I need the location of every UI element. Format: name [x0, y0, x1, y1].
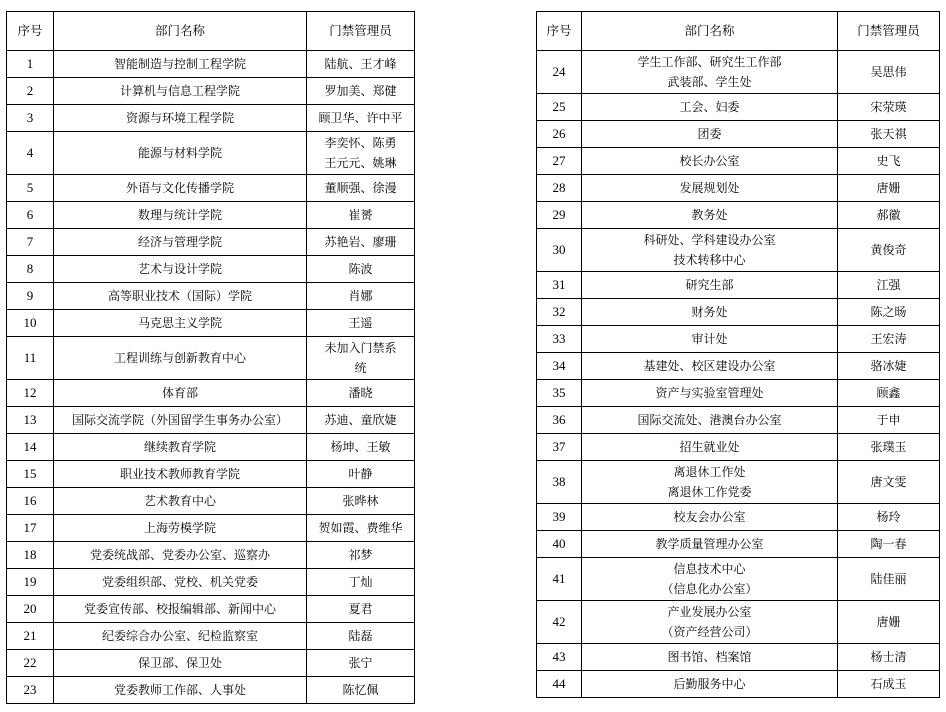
access-manager — [307, 175, 415, 202]
department-name-line: 职业技术教师教育学院 — [119, 467, 240, 481]
table-row — [537, 380, 940, 407]
access-manager-line: 宋荥瑛 — [870, 100, 907, 114]
access-manager — [307, 105, 415, 132]
department-name — [54, 461, 307, 488]
department-name-line: 技术转移中心 — [673, 253, 746, 267]
department-name — [54, 407, 307, 434]
row-index: 28 — [537, 175, 582, 202]
department-name — [54, 380, 307, 407]
department-name — [582, 175, 838, 202]
department-name-line: （资产经营公司） — [661, 625, 758, 639]
department-name-line: 财务处 — [691, 305, 728, 319]
department-name — [582, 644, 838, 671]
department-name-line: 校长办公室 — [679, 154, 740, 168]
access-manager-line: 董顺强、徐漫 — [324, 181, 397, 195]
access-manager — [838, 380, 940, 407]
access-manager — [838, 461, 940, 504]
table-row — [7, 229, 415, 256]
department-name-line: 党委教师工作部、人事处 — [113, 683, 246, 697]
row-index: 30 — [537, 229, 582, 272]
access-manager — [307, 229, 415, 256]
table-row — [537, 671, 940, 698]
row-index: 22 — [7, 650, 54, 677]
department-name-line: 体育部 — [161, 386, 198, 400]
department-name-line: 校友会办公室 — [673, 510, 746, 524]
row-index: 9 — [7, 283, 54, 310]
row-index: 43 — [537, 644, 582, 671]
department-name-line: 高等职业技术（国际）学院 — [107, 289, 252, 303]
access-manager — [838, 272, 940, 299]
row-index: 37 — [537, 434, 582, 461]
table-row — [7, 488, 415, 515]
department-name-line: 研究生部 — [685, 278, 734, 292]
department-name-line: 资源与环境工程学院 — [125, 111, 234, 125]
header-manager: 门禁管理员 — [307, 12, 415, 51]
access-manager — [838, 326, 940, 353]
access-manager-line: 陶一春 — [870, 537, 907, 551]
table-row — [7, 515, 415, 542]
access-manager-line: 夏君 — [348, 602, 373, 616]
row-index: 25 — [537, 94, 582, 121]
department-name-line: 智能制造与控制工程学院 — [113, 57, 246, 71]
row-index: 26 — [537, 121, 582, 148]
department-name — [582, 353, 838, 380]
row-index: 40 — [537, 531, 582, 558]
table-row — [7, 175, 415, 202]
table-row — [7, 542, 415, 569]
department-name — [54, 434, 307, 461]
access-manager-line: 陈波 — [348, 262, 373, 276]
access-manager — [307, 132, 415, 175]
access-manager-line: 唐文雯 — [870, 475, 907, 489]
row-index: 2 — [7, 78, 54, 105]
department-name-line: 马克思主义学院 — [137, 316, 222, 330]
table-row — [537, 94, 940, 121]
table-row — [7, 202, 415, 229]
row-index: 10 — [7, 310, 54, 337]
table-row — [537, 353, 940, 380]
department-name-line: 图书馆、档案馆 — [667, 650, 752, 664]
department-name-line: 审计处 — [691, 332, 728, 346]
access-manager-line: 杨士清 — [870, 650, 907, 664]
access-manager — [838, 504, 940, 531]
access-manager-line: 王元元、姚琳 — [324, 156, 397, 170]
access-manager — [838, 407, 940, 434]
table-row — [7, 78, 415, 105]
row-index: 13 — [7, 407, 54, 434]
access-manager — [838, 601, 940, 644]
row-index: 11 — [7, 337, 54, 380]
table-row — [7, 461, 415, 488]
access-manager — [838, 558, 940, 601]
department-name-line: 资产与实验室管理处 — [655, 386, 764, 400]
access-manager — [838, 202, 940, 229]
table-header-row — [537, 12, 940, 51]
department-name — [54, 542, 307, 569]
department-name-line: 能源与材料学院 — [137, 146, 222, 160]
department-name — [582, 94, 838, 121]
header-manager: 门禁管理员 — [838, 12, 940, 51]
table-row — [537, 531, 940, 558]
table-row — [7, 650, 415, 677]
row-index: 1 — [7, 51, 54, 78]
access-manager — [838, 229, 940, 272]
access-manager-line: 潘晓 — [348, 386, 373, 400]
header-department: 部门名称 — [54, 12, 307, 51]
department-name-line: 党委宣传部、校报编辑部、新闻中心 — [83, 602, 276, 616]
department-name-line: 发展规划处 — [679, 181, 740, 195]
department-name-line: 产业发展办公室 — [667, 605, 752, 619]
department-name-line: 国际交流学院（外国留学生事务办公室） — [71, 413, 288, 427]
department-name — [54, 488, 307, 515]
access-manager — [307, 337, 415, 380]
department-name — [582, 601, 838, 644]
row-index: 42 — [537, 601, 582, 644]
table-header-row — [7, 12, 415, 51]
access-manager-line: 陈之旸 — [870, 305, 907, 319]
department-name — [54, 596, 307, 623]
department-name-line: 后勤服务中心 — [673, 677, 746, 691]
header-department: 部门名称 — [582, 12, 838, 51]
department-name-line: 基建处、校区建设办公室 — [643, 359, 776, 373]
access-manager-line: 张璞玉 — [870, 440, 907, 454]
table-row — [537, 558, 940, 601]
left-table-body — [7, 51, 415, 704]
access-manager-line: 贺如霞、费维华 — [318, 521, 403, 535]
department-name — [582, 461, 838, 504]
row-index: 39 — [537, 504, 582, 531]
left-directory-table — [6, 11, 415, 704]
access-manager — [838, 148, 940, 175]
department-name-line: 科研处、学科建设办公室 — [643, 233, 776, 247]
access-manager-line: 罗加美、郑健 — [324, 84, 397, 98]
access-manager-line: 祁梦 — [348, 548, 373, 562]
access-manager-line: 杨坤、王敏 — [330, 440, 391, 454]
department-name — [54, 650, 307, 677]
department-name — [582, 148, 838, 175]
access-manager — [307, 310, 415, 337]
access-manager-line: 王宏涛 — [870, 332, 907, 346]
access-manager-line: 黄俊奇 — [870, 243, 907, 257]
row-index: 6 — [7, 202, 54, 229]
access-manager-line: 陆航、王才峰 — [324, 57, 397, 71]
row-index: 7 — [7, 229, 54, 256]
department-name-line: 外语与文化传播学院 — [125, 181, 234, 195]
table-row — [537, 434, 940, 461]
access-manager — [838, 94, 940, 121]
department-name-line: （信息化办公室） — [661, 582, 758, 596]
access-manager-line: 肖娜 — [348, 289, 373, 303]
row-index: 8 — [7, 256, 54, 283]
row-index: 15 — [7, 461, 54, 488]
row-index: 4 — [7, 132, 54, 175]
department-name — [582, 558, 838, 601]
access-manager — [307, 515, 415, 542]
department-name-line: 离退休工作党委 — [667, 485, 752, 499]
access-manager — [307, 677, 415, 704]
department-name — [54, 515, 307, 542]
access-manager-line: 于申 — [876, 413, 901, 427]
row-index: 16 — [7, 488, 54, 515]
access-manager-line: 顾鑫 — [876, 386, 901, 400]
department-name-line: 离退休工作处 — [673, 465, 746, 479]
department-name — [54, 229, 307, 256]
department-name — [582, 202, 838, 229]
access-manager — [838, 434, 940, 461]
department-name-line: 工会、妇委 — [679, 100, 740, 114]
row-index: 34 — [537, 353, 582, 380]
department-name — [54, 105, 307, 132]
table-row — [537, 407, 940, 434]
department-name — [582, 121, 838, 148]
row-index: 14 — [7, 434, 54, 461]
row-index: 36 — [537, 407, 582, 434]
department-name-line: 信息技术中心 — [673, 562, 746, 576]
access-manager-line: 吴思伟 — [870, 65, 907, 79]
department-name-line: 武装部、学生处 — [667, 75, 752, 89]
table-row — [537, 601, 940, 644]
row-index: 32 — [537, 299, 582, 326]
table-row — [537, 504, 940, 531]
table-row — [7, 434, 415, 461]
department-name — [582, 229, 838, 272]
right-directory-table — [536, 11, 940, 698]
department-name — [54, 623, 307, 650]
access-manager-line: 丁灿 — [348, 575, 373, 589]
table-row — [7, 623, 415, 650]
access-manager — [838, 644, 940, 671]
access-manager — [307, 283, 415, 310]
row-index: 21 — [7, 623, 54, 650]
table-row — [537, 51, 940, 94]
access-manager-line: 王遥 — [348, 316, 373, 330]
department-name — [54, 310, 307, 337]
access-manager — [307, 596, 415, 623]
access-manager-line: 郝徽 — [876, 208, 901, 222]
access-manager-line: 叶静 — [348, 467, 373, 481]
access-manager-line: 张天祺 — [870, 127, 907, 141]
access-manager — [307, 380, 415, 407]
access-manager-line: 陆磊 — [348, 629, 373, 643]
table-row — [537, 202, 940, 229]
access-manager-line: 崔赟 — [348, 208, 373, 222]
department-name-line: 学生工作部、研究生工作部 — [637, 55, 782, 69]
access-manager-line: 杨玲 — [876, 510, 901, 524]
department-name — [54, 283, 307, 310]
access-manager-line: 唐姗 — [876, 615, 901, 629]
access-manager-line: 统 — [354, 361, 367, 375]
row-index: 24 — [537, 51, 582, 94]
access-manager-line: 骆冰婕 — [870, 359, 907, 373]
access-manager — [307, 488, 415, 515]
department-name-line: 经济与管理学院 — [137, 235, 222, 249]
access-manager-line: 唐姗 — [876, 181, 901, 195]
access-manager — [838, 299, 940, 326]
department-name — [582, 272, 838, 299]
table-row — [7, 51, 415, 78]
department-name — [54, 569, 307, 596]
department-name — [582, 504, 838, 531]
table-row — [7, 677, 415, 704]
access-manager-line: 陆佳丽 — [870, 572, 907, 586]
access-manager — [307, 542, 415, 569]
access-manager-line: 李奕怀、陈勇 — [324, 136, 397, 150]
department-name — [582, 380, 838, 407]
table-row — [537, 175, 940, 202]
access-manager-line: 江强 — [876, 278, 901, 292]
row-index: 33 — [537, 326, 582, 353]
table-row — [7, 132, 415, 175]
department-name — [54, 337, 307, 380]
table-row — [7, 283, 415, 310]
access-manager-line: 顾卫华、许中平 — [318, 111, 403, 125]
department-name — [582, 326, 838, 353]
department-name-line: 党委统战部、党委办公室、巡察办 — [89, 548, 270, 562]
department-name-line: 团委 — [697, 127, 722, 141]
table-row — [537, 148, 940, 175]
department-name — [582, 671, 838, 698]
department-name — [54, 677, 307, 704]
department-name-line: 艺术与设计学院 — [137, 262, 222, 276]
access-manager — [838, 671, 940, 698]
table-row — [7, 596, 415, 623]
access-manager — [307, 569, 415, 596]
row-index: 3 — [7, 105, 54, 132]
department-name-line: 艺术教育中心 — [143, 494, 216, 508]
access-manager — [307, 202, 415, 229]
department-name-line: 上海劳模学院 — [143, 521, 216, 535]
row-index: 44 — [537, 671, 582, 698]
department-name-line: 国际交流处、港澳台办公室 — [637, 413, 782, 427]
access-manager-line: 张晔林 — [342, 494, 379, 508]
access-manager — [838, 51, 940, 94]
department-name — [582, 531, 838, 558]
table-row — [537, 272, 940, 299]
access-manager — [838, 175, 940, 202]
department-name — [54, 202, 307, 229]
access-manager-line: 石成玉 — [870, 677, 907, 691]
access-manager-line: 苏迪、童欣婕 — [324, 413, 397, 427]
department-name — [54, 132, 307, 175]
department-name-line: 计算机与信息工程学院 — [119, 84, 240, 98]
department-name-line: 继续教育学院 — [143, 440, 216, 454]
row-index: 29 — [537, 202, 582, 229]
table-row — [537, 326, 940, 353]
department-name — [582, 407, 838, 434]
row-index: 18 — [7, 542, 54, 569]
row-index: 23 — [7, 677, 54, 704]
table-row — [537, 461, 940, 504]
access-manager — [838, 121, 940, 148]
header-index: 序号 — [537, 12, 582, 51]
table-row — [7, 310, 415, 337]
access-manager-line: 苏艳岩、廖珊 — [324, 235, 397, 249]
department-name — [54, 51, 307, 78]
row-index: 5 — [7, 175, 54, 202]
department-name-line: 教务处 — [691, 208, 728, 222]
department-name-line: 保卫部、保卫处 — [137, 656, 222, 670]
access-manager — [307, 461, 415, 488]
row-index: 20 — [7, 596, 54, 623]
department-name — [582, 51, 838, 94]
department-name-line: 数理与统计学院 — [137, 208, 222, 222]
department-name — [582, 299, 838, 326]
row-index: 27 — [537, 148, 582, 175]
access-manager — [307, 407, 415, 434]
department-name-line: 党委组织部、党校、机关党委 — [101, 575, 258, 589]
access-manager — [838, 353, 940, 380]
table-row — [537, 644, 940, 671]
right-table-body — [537, 51, 940, 698]
access-manager — [307, 650, 415, 677]
department-name — [582, 434, 838, 461]
access-manager — [307, 623, 415, 650]
department-name — [54, 256, 307, 283]
access-manager — [838, 531, 940, 558]
department-name-line: 招生就业处 — [679, 440, 740, 454]
access-manager-line: 未加入门禁系 — [324, 341, 397, 355]
access-manager — [307, 51, 415, 78]
row-index: 41 — [537, 558, 582, 601]
access-manager — [307, 78, 415, 105]
row-index: 19 — [7, 569, 54, 596]
row-index: 38 — [537, 461, 582, 504]
table-row — [537, 299, 940, 326]
table-row — [7, 569, 415, 596]
access-manager-line: 陈忆佩 — [342, 683, 379, 697]
access-manager-line: 史飞 — [876, 154, 901, 168]
row-index: 12 — [7, 380, 54, 407]
access-manager-line: 张宁 — [348, 656, 373, 670]
access-manager — [307, 434, 415, 461]
row-index: 17 — [7, 515, 54, 542]
table-row — [537, 229, 940, 272]
department-name — [54, 175, 307, 202]
department-name — [54, 78, 307, 105]
department-name-line: 教学质量管理办公室 — [655, 537, 764, 551]
table-row — [7, 105, 415, 132]
access-manager — [307, 256, 415, 283]
table-row — [7, 380, 415, 407]
table-row — [7, 256, 415, 283]
row-index: 31 — [537, 272, 582, 299]
header-index: 序号 — [7, 12, 54, 51]
table-row — [7, 407, 415, 434]
table-row — [7, 337, 415, 380]
row-index: 35 — [537, 380, 582, 407]
department-name-line: 纪委综合办公室、纪检监察室 — [101, 629, 258, 643]
table-row — [537, 121, 940, 148]
department-name-line: 工程训练与创新教育中心 — [113, 351, 246, 365]
